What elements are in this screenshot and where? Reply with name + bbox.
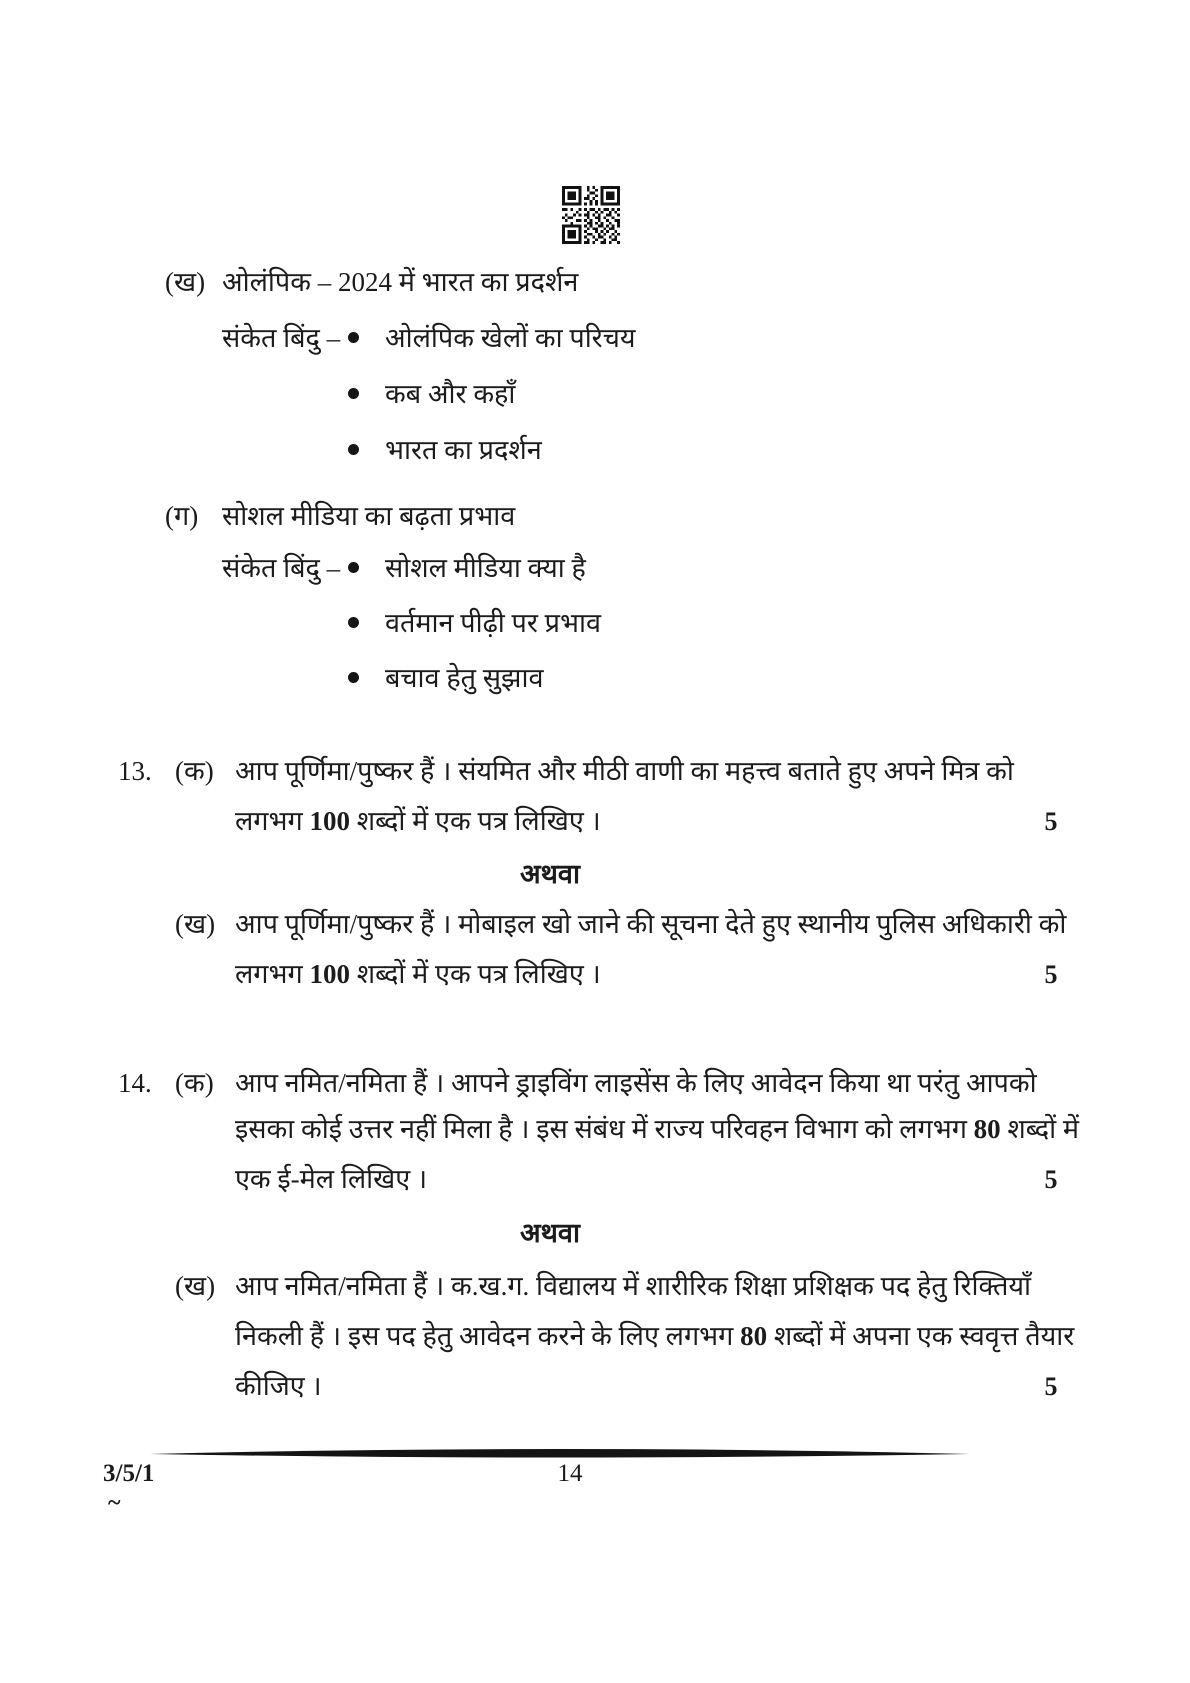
- or-separator: अथवा: [520, 859, 580, 889]
- question-14-part-b-line-3: [0, 1370, 1190, 1404]
- topic-c-title-row: [0, 500, 1190, 534]
- page-number: 14: [557, 1460, 583, 1487]
- question-text: आप पूर्णिमा/पुष्कर हैं । संयमित और मीठी वाणी का महत्त्व बताते हुए अपने मित्र को: [235, 756, 1014, 786]
- question-text: शब्दों में अपना एक स्ववृत्त तैयार: [767, 1321, 1075, 1351]
- question-14-part-b-line-1: [0, 1270, 1190, 1304]
- part-label: (ख): [175, 1271, 216, 1301]
- marks-badge: 5: [1044, 1165, 1058, 1194]
- question-text: निकली हैं । इस पद हेतु आवेदन करने के लिए लगभग: [235, 1321, 741, 1351]
- topic-b-bullet-row: [0, 434, 1190, 468]
- word-count: 80: [740, 1321, 768, 1351]
- topic-b-title: ओलंपिक – 2024 में भारत का प्रदर्शन: [222, 267, 579, 297]
- question-14-part-a-line-3: [0, 1163, 1190, 1197]
- bullet-icon: [348, 388, 359, 399]
- question-13-part-a-line-1: [0, 755, 1190, 789]
- part-label: (ख): [175, 909, 216, 939]
- question-14-part-a-line-2: [0, 1113, 1190, 1147]
- question-13-part-a-line-2: [0, 805, 1190, 839]
- topic-b-hint-row: [0, 322, 1190, 356]
- bullet-icon: [348, 672, 359, 683]
- part-label: (क): [175, 1068, 214, 1098]
- topic-c-hint-row: [0, 552, 1190, 586]
- question-13-part-b-line-2: [0, 958, 1190, 992]
- question-text: लगभग: [235, 806, 310, 836]
- topic-c-label: (ग): [165, 501, 199, 531]
- topic-c-bullet-2: वर्तमान पीढ़ी पर प्रभाव: [385, 608, 602, 638]
- question-text: आप नमित/नमिता हैं । क.ख.ग. विद्यालय में शारीरिक शिक्षा प्रशिक्षक पद हेतु रिक्तियाँ: [235, 1271, 1032, 1301]
- question-text: इसका कोई उत्तर नहीं मिला है । इस संबंध में राज्य परिवहन विभाग को लगभग: [235, 1114, 974, 1144]
- question-text: एक ई-मेल लिखिए ।: [235, 1164, 428, 1194]
- hint-label: संकेत बिंदु –: [222, 553, 341, 583]
- question-text: शब्दों में एक पत्र लिखिए ।: [349, 806, 601, 836]
- question-text: आप नमित/नमिता हैं । आपने ड्राइविंग लाइसेंस के लिए आवेदन किया था परंतु आपको: [235, 1068, 1037, 1098]
- part-label: (क): [175, 756, 214, 786]
- question-text: शब्दों में: [1000, 1114, 1079, 1144]
- topic-b-bullet-row: [0, 378, 1190, 412]
- topic-b-bullet-2: कब और कहाँ: [385, 379, 516, 409]
- question-text: लगभग: [235, 959, 310, 989]
- topic-b-label: (ख): [165, 267, 206, 297]
- question-14-part-b-line-2: [0, 1320, 1190, 1354]
- topic-b-bullet-3: भारत का प्रदर्शन: [385, 435, 542, 465]
- question-number: 13.: [118, 756, 152, 786]
- topic-c-bullet-row: [0, 662, 1190, 696]
- question-text: आप पूर्णिमा/पुष्कर हैं । मोबाइल खो जाने की सूचना देते हुए स्थानीय पुलिस अधिकारी को: [235, 909, 1067, 939]
- hint-label: संकेत बिंदु –: [222, 323, 341, 353]
- question-14-part-a-line-1: [0, 1067, 1190, 1101]
- question-text: कीजिए ।: [235, 1371, 322, 1401]
- word-count: 100: [309, 959, 350, 989]
- marks-badge: 5: [1044, 1372, 1058, 1401]
- tilde-mark: ~: [108, 1490, 121, 1516]
- bullet-icon: [348, 562, 359, 573]
- bullet-icon: [348, 617, 359, 628]
- topic-c-bullet-1: सोशल मीडिया क्या है: [385, 553, 586, 583]
- word-count: 100: [309, 806, 350, 836]
- question-13-part-b-line-1: [0, 908, 1190, 942]
- paper-code: 3/5/1: [103, 1460, 155, 1487]
- topic-c-bullet-row: [0, 607, 1190, 641]
- or-separator: अथवा: [520, 1218, 580, 1248]
- topic-b-title-row: [0, 266, 1190, 300]
- footer-divider: [150, 1448, 970, 1460]
- bullet-icon: [348, 332, 359, 343]
- topic-b-bullet-1: ओलंपिक खेलों का परिचय: [385, 323, 636, 353]
- question-text: शब्दों में एक पत्र लिखिए ।: [349, 959, 601, 989]
- topic-c-bullet-3: बचाव हेतु सुझाव: [385, 663, 544, 693]
- bullet-icon: [348, 444, 359, 455]
- qr-code-icon: [562, 186, 620, 244]
- question-number: 14.: [118, 1068, 152, 1098]
- marks-badge: 5: [1044, 807, 1058, 836]
- marks-badge: 5: [1044, 960, 1058, 989]
- topic-c-title: सोशल मीडिया का बढ़ता प्रभाव: [222, 501, 516, 531]
- word-count: 80: [973, 1114, 1001, 1144]
